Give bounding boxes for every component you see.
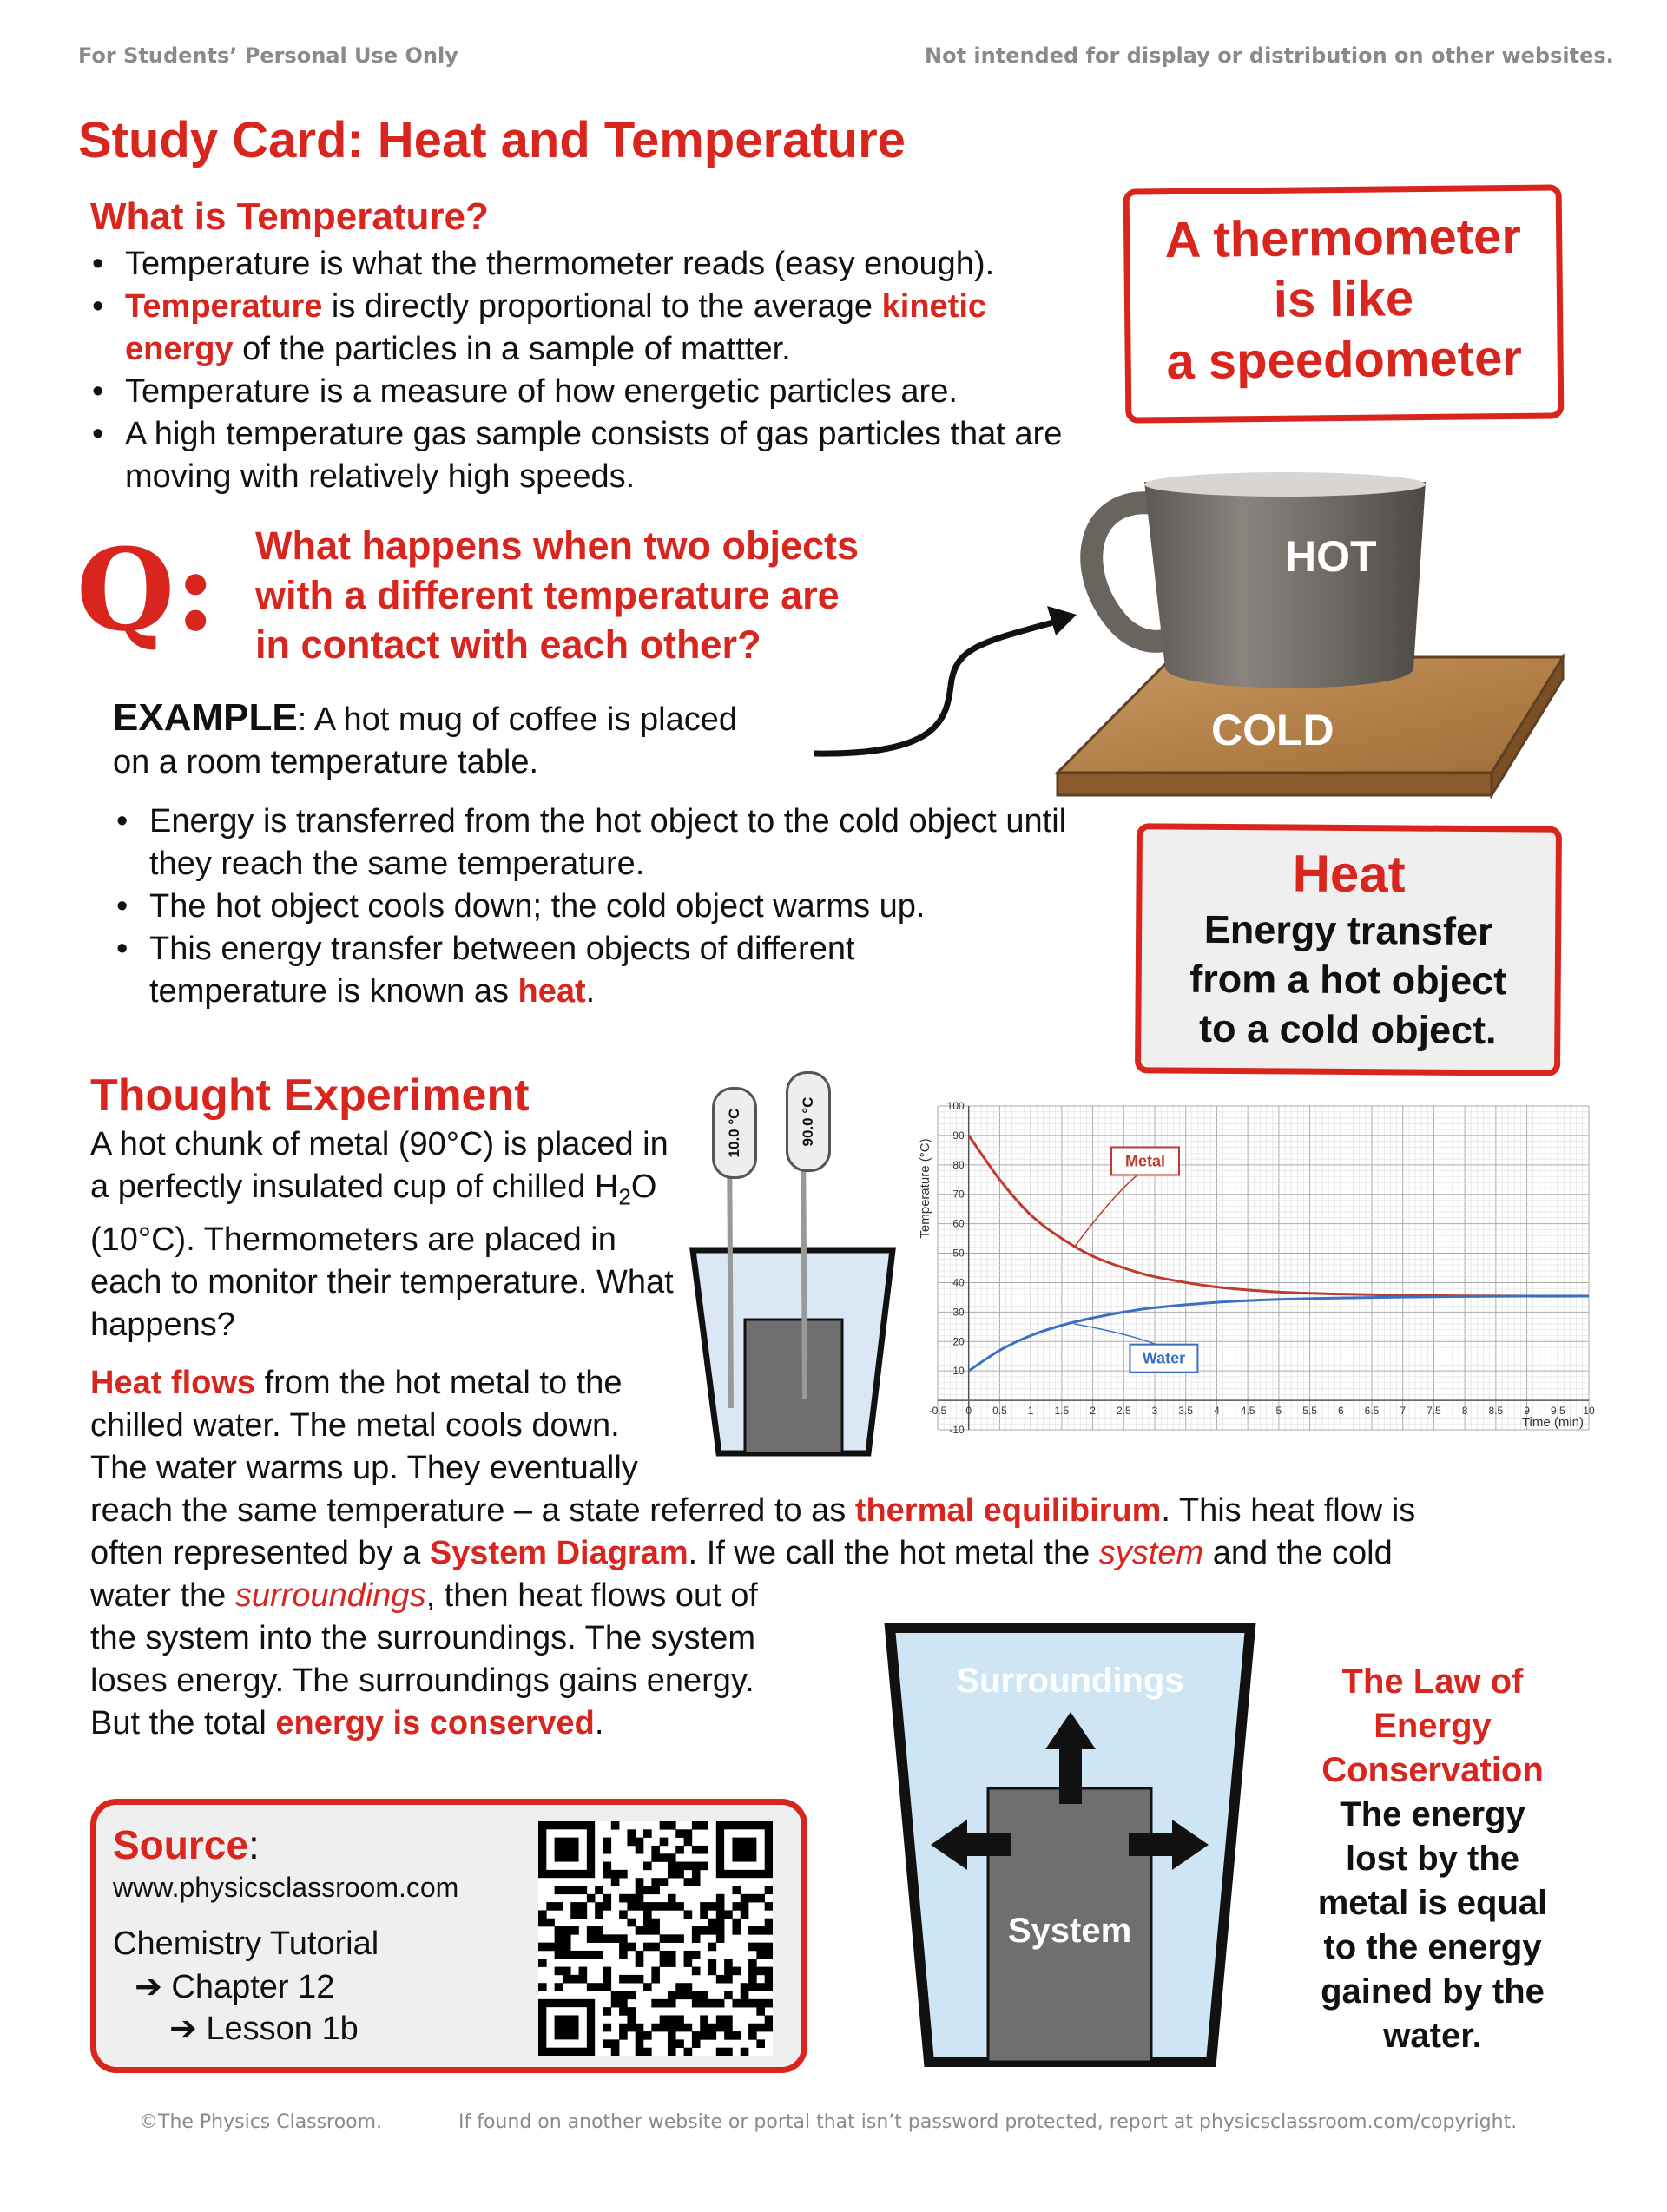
header-left-notice: For Students’ Personal Use Only [78, 43, 458, 68]
source-label: Source: [113, 1822, 260, 1867]
cold-label: COLD [1211, 706, 1334, 754]
x-tick-label: 10 [1583, 1405, 1595, 1418]
x-tick-label: 3 [1151, 1405, 1158, 1418]
thought-line-8: But the total energy is conserved. [90, 1705, 604, 1741]
y-tick-label: 60 [952, 1217, 965, 1230]
x-tick-label: 4 [1214, 1405, 1220, 1418]
y-tick-label: 40 [952, 1276, 965, 1289]
list-item: • A high temperature gas sample consists of gas particles that are moving with relatively high speeds. [87, 413, 1077, 498]
q-mark: Q: [76, 523, 217, 656]
x-tick-label: 9 [1524, 1405, 1530, 1418]
source-chapter: ➔ Chapter 12 [135, 1969, 335, 2005]
x-tick-label: 0 [965, 1405, 972, 1418]
thought-paragraph-2: Heat flows from the hot metal to the chilled water. The metal cools down. The water warms up. They eventually [90, 1365, 638, 1486]
y-tick-label: 90 [952, 1129, 965, 1142]
series-label-water: Water [1142, 1349, 1186, 1367]
x-tick-label: 7.5 [1427, 1405, 1441, 1418]
list-item: • Energy is transferred from the hot object to the cold object until they reach the same temperature. [111, 800, 1075, 885]
x-tick-label: 3.5 [1178, 1405, 1194, 1418]
x-tick-label: -0.5 [928, 1405, 947, 1418]
x-tick-label: 2.5 [1116, 1405, 1131, 1418]
qr-code-icon[interactable] [538, 1821, 773, 2056]
law-of-energy-conservation: The Law of Energy Conservation The energy lost by the metal is equal to the energy gained by the water. [1317, 1662, 1548, 2055]
thought-heading: Thought Experiment [90, 1070, 530, 1121]
y-tick-label: 10 [952, 1365, 965, 1378]
series-label-metal: Metal [1124, 1152, 1166, 1170]
x-tick-label: 9.5 [1550, 1405, 1565, 1418]
thought-line-3: reach the same temperature – a state referred to as thermal equilibirum. This heat flow is [90, 1492, 1416, 1529]
y-tick-label: 30 [952, 1306, 965, 1319]
system-label: System [1007, 1912, 1132, 1950]
thought-line-7: loses energy. The surroundings gains energy. [90, 1662, 754, 1699]
list-item: • Temperature is directly proportional to the average kinetic energy of the particles in a sample of mattter. [87, 286, 1077, 371]
speedometer-callout: A thermometer is like a speedometer [1123, 184, 1565, 423]
y-tick-label: 70 [952, 1188, 965, 1201]
source-tutorial: Chemistry Tutorial [113, 1926, 379, 1962]
list-item: • This energy transfer between objects of different temperature is known as heat. [111, 928, 965, 1013]
heat-callout: Heat Energy transfer from a hot object to a cold object. [1135, 823, 1562, 1076]
x-tick-label: 4.5 [1240, 1405, 1255, 1418]
x-tick-label: 6.5 [1364, 1405, 1380, 1418]
energy-bullets [111, 800, 1075, 1013]
x-tick-label: 6 [1337, 1405, 1344, 1418]
example-text: EXAMPLE: A hot mug of coffee is placed on a room temperature table. [113, 696, 738, 780]
question-text: What happens when two objects with a different temperature are in contact with each other? [255, 523, 860, 667]
footer-report-notice: If found on another website or portal that isn’t password protected, report at physicsclassroom.com/copyright. [458, 2111, 1518, 2133]
x-axis-label: Time (min) [1521, 1415, 1584, 1431]
plot-area [938, 1106, 1589, 1430]
thought-line-6: the system into the surroundings. The system [90, 1620, 755, 1656]
temperature-bullets [87, 243, 1077, 498]
x-tick-label: 5.5 [1302, 1405, 1317, 1418]
source-url[interactable]: www.physicsclassroom.com [113, 1872, 459, 1903]
footer-copyright: ©The Physics Classroom. [139, 2111, 383, 2133]
y-tick-label: 100 [946, 1100, 965, 1112]
y-axis-label: Temperature (°C) [918, 1138, 932, 1239]
hot-label: HOT [1285, 532, 1377, 581]
temperature-heading: What is Temperature? [90, 195, 489, 238]
y-tick-label: -10 [949, 1424, 965, 1436]
thermometer-water: 10.0 °C [712, 1087, 757, 1179]
x-tick-label: 1.5 [1054, 1405, 1070, 1418]
x-tick-label: 1 [1027, 1405, 1034, 1418]
x-tick-label: 8.5 [1488, 1405, 1504, 1418]
list-item: • Temperature is a measure of how energetic particles are. [87, 371, 1077, 413]
page-title: Study Card: Heat and Temperature [78, 112, 906, 168]
list-item: • Temperature is what the thermometer reads (easy enough). [87, 243, 1077, 286]
x-tick-label: 2 [1090, 1405, 1096, 1418]
thermometer-metal: 90.0 °C [786, 1071, 831, 1172]
y-tick-label: 80 [952, 1158, 965, 1171]
temperature-time-chart [912, 1096, 1598, 1469]
list-item: • The hot object cools down; the cold object warms up. [111, 885, 1075, 928]
x-tick-label: 5 [1275, 1405, 1282, 1418]
source-lesson: ➔ Lesson 1b [169, 2011, 359, 2047]
surroundings-label: Surroundings [956, 1662, 1184, 1700]
x-tick-label: 0.5 [992, 1405, 1007, 1418]
x-tick-label: 8 [1461, 1405, 1468, 1418]
header-right-notice: Not intended for display or distribution on other websites. [925, 43, 1614, 68]
y-tick-label: 50 [952, 1247, 965, 1260]
thought-line-4: often represented by a System Diagram. If we call the hot metal the system and the cold [90, 1535, 1393, 1571]
thought-paragraph-1: A hot chunk of metal (90°C) is placed in a perfectly insulated cup of chilled $H_2O$ (10°C). Thermometers are placed in each to monitor their temperature. What happens? [90, 1126, 674, 1343]
y-tick-label: 20 [952, 1335, 965, 1348]
thought-line-5: water the surroundings, then heat flows out of [90, 1577, 758, 1614]
x-tick-label: 7 [1400, 1405, 1407, 1418]
